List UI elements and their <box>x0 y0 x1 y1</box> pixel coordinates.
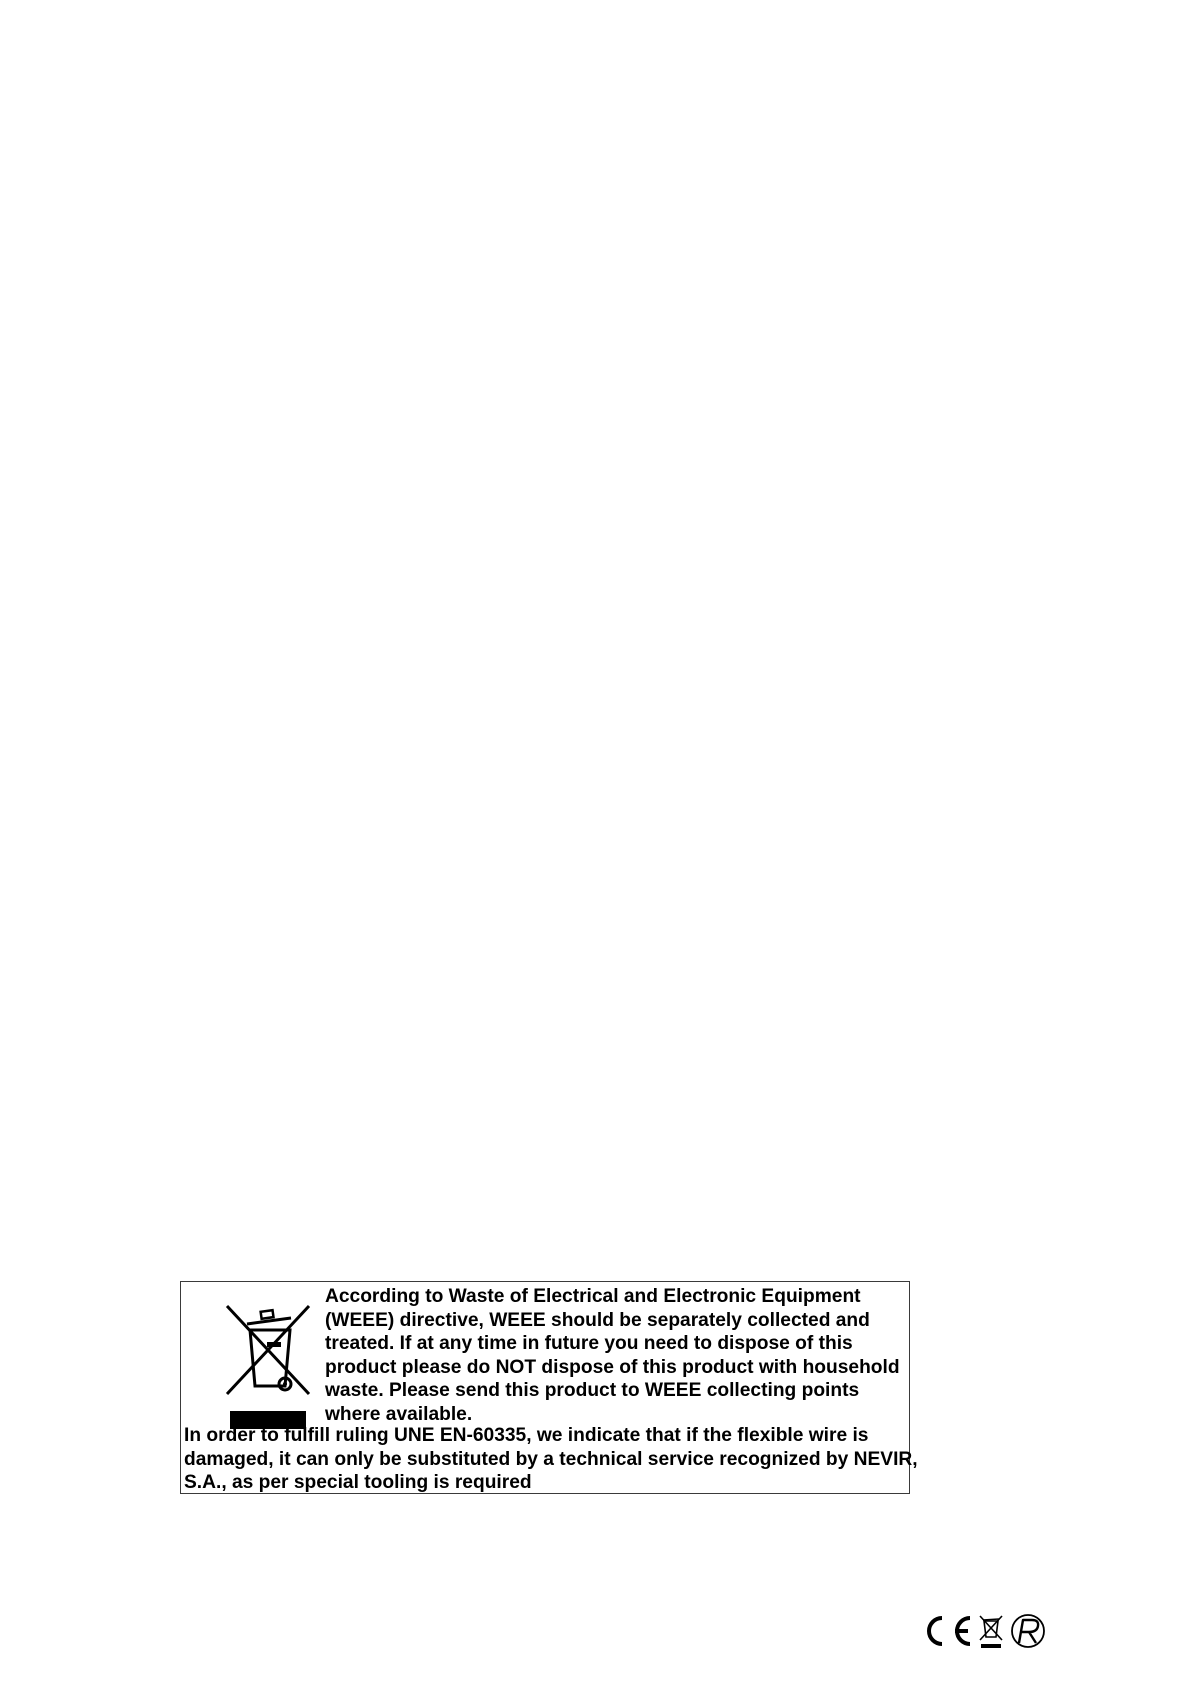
cable-text-line: In order to fulfill ruling UNE EN-60335, we indicate that if the flexible wire is <box>184 1425 869 1446</box>
certification-marks <box>918 1612 1048 1650</box>
weee-text-line: According to Waste of Electrical and Electronic Equipment <box>325 1286 861 1307</box>
ce-mark-icon <box>929 1618 970 1644</box>
weee-mark-icon <box>980 1616 1002 1648</box>
weee-text-line: product please do NOT dispose of this product with household <box>325 1356 900 1378</box>
cable-text-line: S.A., as per special tooling is required <box>184 1472 532 1494</box>
weee-text-line: (WEEE) directive, WEEE should be separately collected and <box>325 1309 870 1331</box>
flexible-wire-notice-text <box>184 1424 918 1495</box>
cable-text-line: damaged, it can only be substituted by a technical service recognized by NEVIR, <box>184 1448 918 1470</box>
rohs-mark-icon <box>1012 1615 1044 1647</box>
crossed-out-wheelie-bin-icon <box>223 1294 313 1434</box>
disposal-notice-box <box>180 1281 918 1494</box>
weee-text-line: treated. If at any time in future you need to dispose of this <box>325 1333 853 1355</box>
weee-directive-text <box>325 1285 905 1427</box>
weee-text-line: waste. Please send this product to WEEE collecting points <box>325 1380 860 1402</box>
weee-text-line: where available. <box>325 1403 473 1425</box>
